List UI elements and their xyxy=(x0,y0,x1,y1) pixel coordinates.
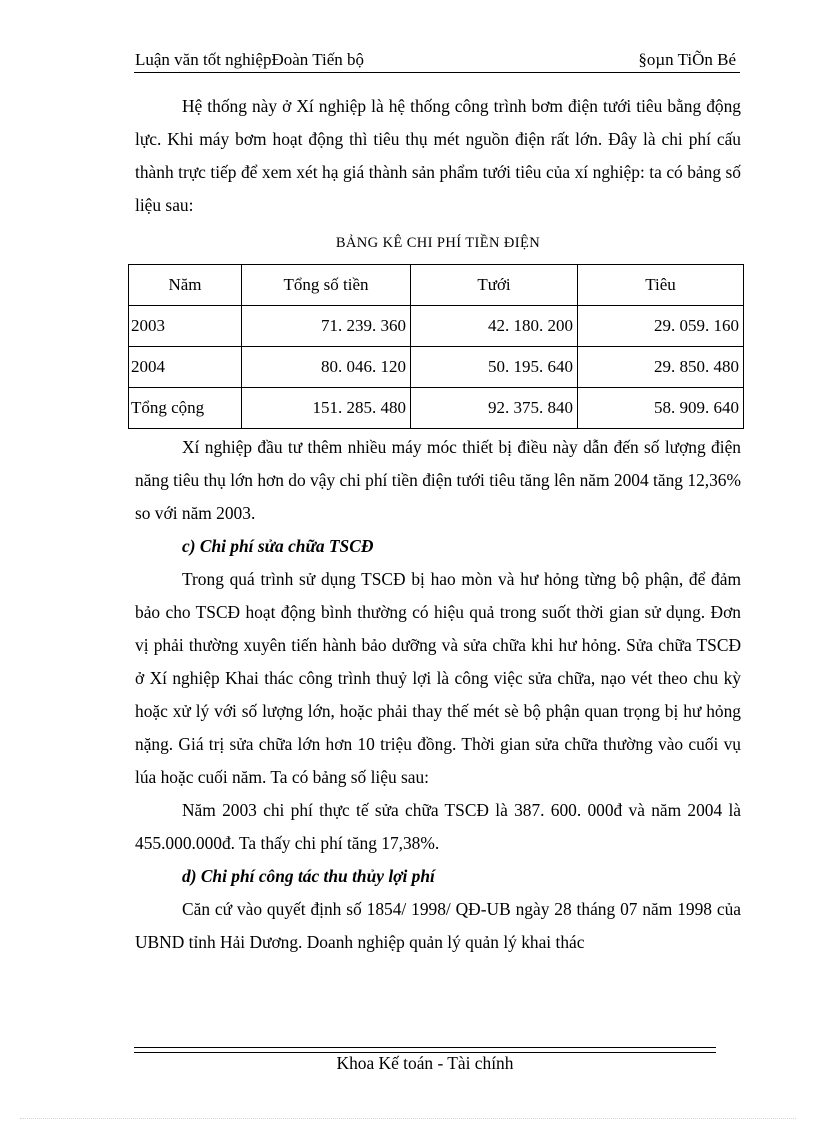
table-header-row xyxy=(129,265,744,306)
table-cell: 50. 195. 640 xyxy=(411,347,578,388)
table-cell: 58. 909. 640 xyxy=(578,388,744,429)
table-cell: 2003 xyxy=(129,306,242,347)
column-header-drainage: Tiêu xyxy=(578,265,744,306)
table-title: BẢNG KÊ CHI PHÍ TIỀN ĐIỆN xyxy=(335,235,541,251)
column-header-total: Tổng số tiền xyxy=(242,265,411,306)
header-right-author: §oµn TiÕn Bé xyxy=(638,50,736,69)
section-heading-repair-cost: c) Chi phí sửa chữa TSCĐ xyxy=(182,536,374,556)
table-row xyxy=(129,347,744,388)
table-cell: 71. 239. 360 xyxy=(242,306,411,347)
table-row xyxy=(129,306,744,347)
header-left-title: Luận văn tốt nghiệpĐoàn Tiến bộ xyxy=(135,50,365,69)
table-row-total xyxy=(129,388,744,429)
page-header xyxy=(134,48,740,73)
paragraph-investment: Xí nghiệp đầu tư thêm nhiều máy móc thiết bị điều này dẫn đến số lượng điện năng tiêu thụ lớn hơn do vậy chi phí tiền điện tưới tiêu tăng lên năm 2004 tăng 12,36% so với năm 2003. xyxy=(135,437,741,523)
section-heading-fee-collection: d) Chi phí công tác thu thủy lợi phí xyxy=(182,866,435,886)
paragraph-pump-system: Hệ thống này ở Xí nghiệp là hệ thống công trình bơm điện tưới tiêu bằng động lực. Khi máy bơm hoạt động thì tiêu thụ mét nguồn điện rất lớn. Đây là chi phí cấu thành trực tiếp để xem xét hạ giá thành sản phẩm tưới tiêu của xí nghiệp: ta có bảng số liệu sau: xyxy=(135,96,741,215)
paragraph-repair: Trong quá trình sử dụng TSCĐ bị hao mòn và hư hỏng từng bộ phận, để đảm bảo cho TSCĐ hoạt động bình thường có hiệu quả trong suốt thời gian sử dụng. Đơn vị phải thường xuyên tiến hành bảo dưỡng và sửa chữa khi hư hỏng. Sửa chữa TSCĐ ở Xí nghiệp Khai thác công trình thuỷ lợi là công việc sửa chữa, nạo vét theo chu kỳ hoặc xử lý với số lượng lớn, hoặc phải thay thế mét sè bộ phận quan trọng bị hư hỏng nặng. Giá trị sửa chữa lớn hơn 10 triệu đồng. Thời gian sửa chữa thường vào cuối vụ lúa hoặc cuối năm. Ta có bảng số liệu sau: xyxy=(135,569,741,787)
page-footer: Khoa Kế toán - Tài chính xyxy=(336,1053,514,1073)
table-cell: 151. 285. 480 xyxy=(242,388,411,429)
table-cell: 42. 180. 200 xyxy=(411,306,578,347)
column-header-irrigation: Tưới xyxy=(411,265,578,306)
document-body xyxy=(131,90,741,959)
paragraph-decision: Căn cứ vào quyết định số 1854/ 1998/ QĐ-UB ngày 28 tháng 07 năm 1998 của UBND tỉnh Hải Dương. Doanh nghiệp quản lý quản lý khai thác xyxy=(135,899,741,952)
table-cell: 92. 375. 840 xyxy=(411,388,578,429)
table-cell: Tổng cộng xyxy=(129,388,242,429)
electricity-cost-table xyxy=(128,264,744,429)
column-header-year: Năm xyxy=(129,265,242,306)
page-edge-divider xyxy=(20,1118,796,1119)
table-cell: 29. 059. 160 xyxy=(578,306,744,347)
table-cell: 29. 850. 480 xyxy=(578,347,744,388)
table-cell: 2004 xyxy=(129,347,242,388)
table-cell: 80. 046. 120 xyxy=(242,347,411,388)
paragraph-repair-figures: Năm 2003 chi phí thực tế sửa chữa TSCĐ là 387. 600. 000đ và năm 2004 là 455.000.000đ. Ta thấy chi phí tăng 17,38%. xyxy=(135,800,741,853)
